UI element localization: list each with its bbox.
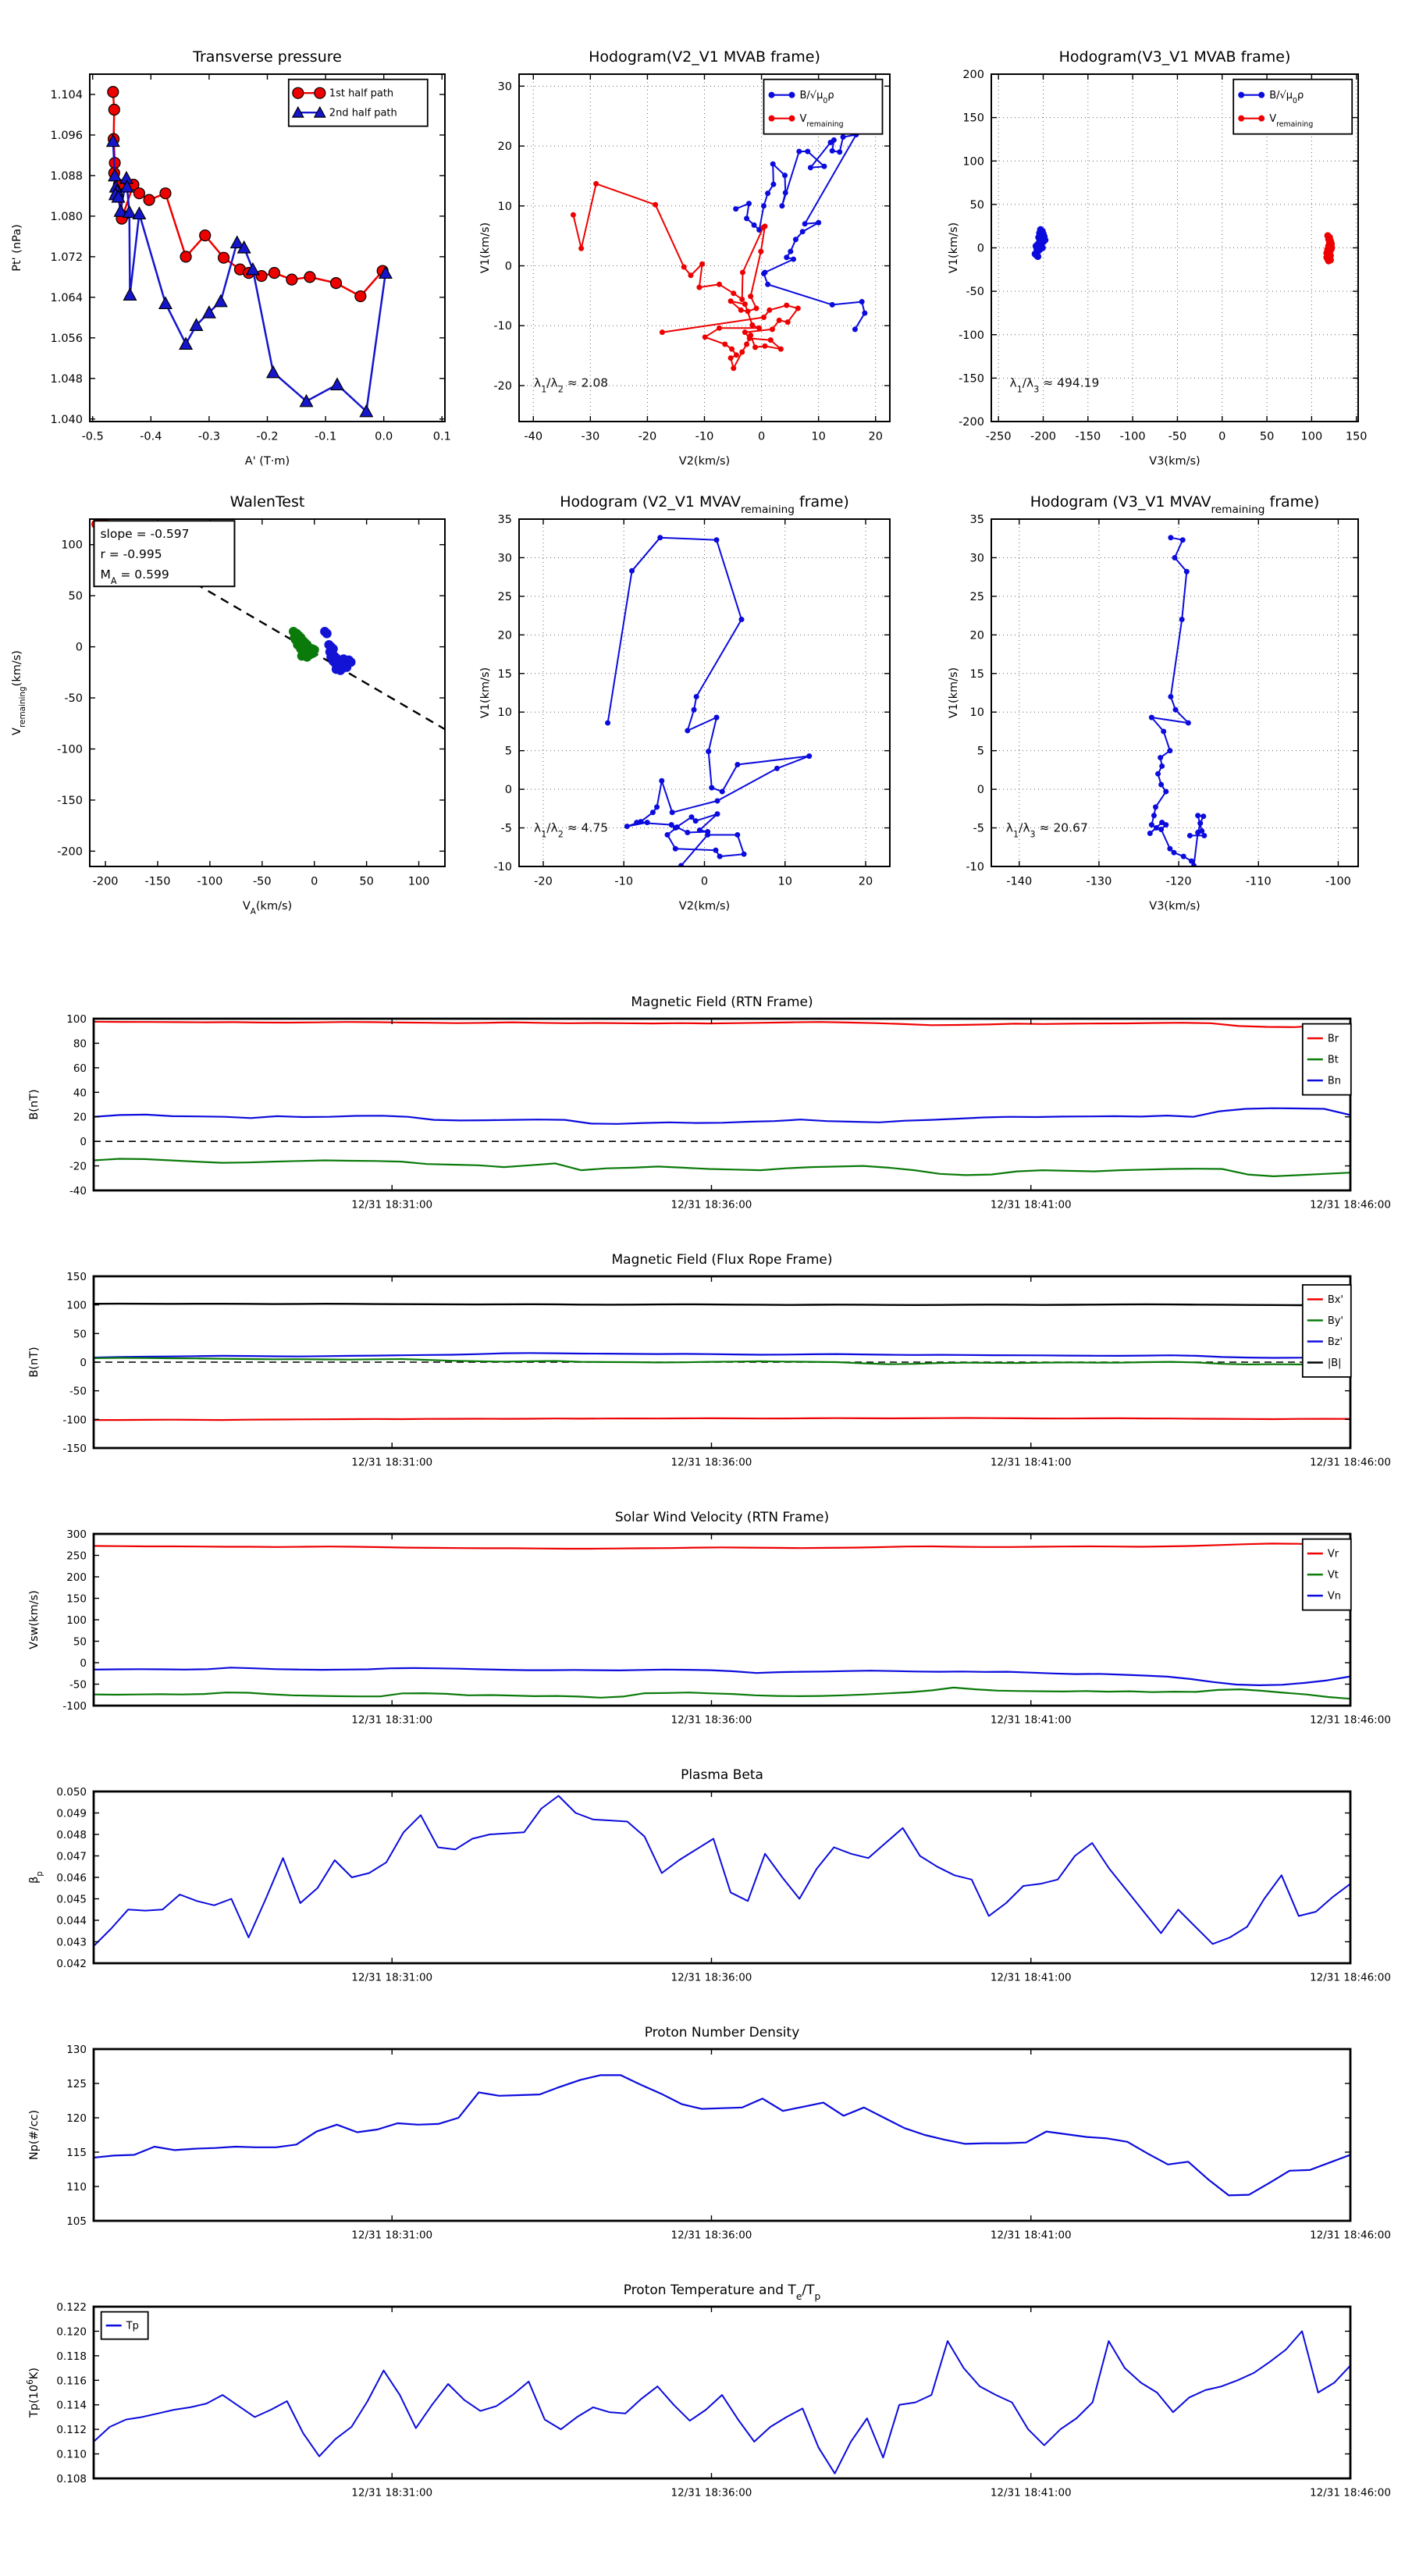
svg-text:0.116: 0.116 bbox=[56, 2375, 87, 2388]
svg-text:5: 5 bbox=[976, 745, 984, 758]
svg-text:12/31 18:36:00: 12/31 18:36:00 bbox=[670, 1713, 752, 1727]
svg-text:20: 20 bbox=[969, 629, 984, 642]
svg-text:0: 0 bbox=[311, 875, 318, 888]
svg-text:10: 10 bbox=[969, 706, 984, 720]
chart-hodogram-v2v1-mvab bbox=[468, 16, 937, 468]
svg-text:-50: -50 bbox=[64, 692, 83, 706]
svg-text:WalenTest: WalenTest bbox=[229, 493, 305, 511]
svg-text:-150: -150 bbox=[144, 875, 171, 888]
svg-text:-20: -20 bbox=[493, 379, 512, 393]
svg-text:0.114: 0.114 bbox=[56, 2399, 87, 2412]
svg-text:V3(km/s): V3(km/s) bbox=[1149, 455, 1200, 468]
svg-text:|B|: |B| bbox=[1327, 1357, 1342, 1369]
svg-text:150: 150 bbox=[66, 1271, 87, 1283]
svg-text:0.046: 0.046 bbox=[56, 1872, 87, 1884]
chart-transverse-pressure-canvas bbox=[0, 16, 468, 468]
svg-text:-200: -200 bbox=[92, 875, 119, 888]
svg-text:30: 30 bbox=[497, 80, 512, 94]
svg-text:-150: -150 bbox=[959, 372, 984, 386]
svg-text:1.064: 1.064 bbox=[50, 291, 83, 304]
svg-text:-100: -100 bbox=[197, 875, 223, 888]
svg-text:-20: -20 bbox=[534, 875, 553, 888]
svg-text:-150: -150 bbox=[1075, 430, 1101, 443]
svg-text:12/31 18:46:00: 12/31 18:46:00 bbox=[1310, 1971, 1391, 1984]
svg-text:0: 0 bbox=[80, 1357, 87, 1369]
svg-text:30: 30 bbox=[969, 552, 984, 565]
svg-text:12/31 18:46:00: 12/31 18:46:00 bbox=[1310, 1456, 1391, 1469]
svg-text:1.056: 1.056 bbox=[50, 332, 83, 345]
svg-text:12/31 18:36:00: 12/31 18:36:00 bbox=[670, 2229, 752, 2242]
svg-text:12/31 18:36:00: 12/31 18:36:00 bbox=[670, 2486, 752, 2500]
svg-text:100: 100 bbox=[66, 1013, 87, 1026]
svg-text:1.096: 1.096 bbox=[50, 129, 83, 142]
svg-text:slope = -0.597: slope = -0.597 bbox=[100, 527, 190, 542]
svg-text:0.042: 0.042 bbox=[56, 1958, 87, 1970]
svg-text:-10: -10 bbox=[695, 430, 714, 443]
svg-text:Hodogram (V3_V1 MVAVremaining: Hodogram (V3_V1 $MVAV_{remaining}$ frame) bbox=[1030, 493, 1320, 516]
svg-text:0: 0 bbox=[700, 875, 709, 888]
svg-text:20: 20 bbox=[868, 430, 883, 443]
svg-text:0: 0 bbox=[80, 1136, 87, 1149]
svg-text:50: 50 bbox=[969, 198, 984, 212]
svg-text:12/31 18:46:00: 12/31 18:46:00 bbox=[1310, 1713, 1391, 1727]
svg-text:12/31 18:41:00: 12/31 18:41:00 bbox=[990, 1971, 1072, 1984]
svg-text:20: 20 bbox=[73, 1111, 87, 1124]
svg-text:12/31 18:31:00: 12/31 18:31:00 bbox=[351, 2486, 433, 2500]
svg-text:-40: -40 bbox=[524, 430, 543, 443]
svg-text:10: 10 bbox=[497, 200, 512, 213]
svg-text:1.072: 1.072 bbox=[50, 251, 83, 264]
svg-text:Tp(106K): $Tp(10^6K)$ bbox=[26, 2368, 41, 2418]
svg-text:Hodogram (V2_V1 MVAVremaining: Hodogram (V2_V1 $MVAV_{remaining}$ frame) bbox=[560, 493, 849, 516]
svg-text:40: 40 bbox=[73, 1087, 87, 1100]
svg-text:-50: -50 bbox=[1168, 430, 1187, 443]
svg-text:50: 50 bbox=[73, 1328, 87, 1341]
svg-text:60: 60 bbox=[73, 1062, 87, 1075]
svg-text:0.1: 0.1 bbox=[432, 430, 451, 443]
svg-text:VA(km/s): $V_A(km/s)$ bbox=[242, 900, 293, 916]
svg-text:-200: -200 bbox=[959, 416, 984, 429]
svg-text:150: 150 bbox=[66, 1592, 87, 1606]
svg-text:-50: -50 bbox=[69, 1385, 87, 1398]
svg-text:V1(km/s): V1(km/s) bbox=[479, 222, 492, 274]
svg-text:-250: -250 bbox=[985, 430, 1012, 443]
chart-ts-proton-density-canvas bbox=[0, 2006, 1405, 2264]
chart-hodogram-v3v1-mvav-canvas bbox=[937, 468, 1405, 937]
chart-ts-proton-temperature bbox=[0, 2264, 1405, 2529]
chart-hodogram-v3v1-mvab bbox=[937, 16, 1405, 468]
svg-text:100: 100 bbox=[66, 1614, 87, 1627]
svg-text:Vremaining(km/s): $V_{remaining}(km/s)$ bbox=[11, 650, 27, 735]
svg-text:0.112: 0.112 bbox=[56, 2424, 87, 2437]
svg-text:12/31 18:41:00: 12/31 18:41:00 bbox=[990, 1456, 1072, 1469]
svg-text:1.080: 1.080 bbox=[50, 210, 83, 223]
svg-text:0.0: 0.0 bbox=[375, 430, 393, 443]
svg-text:130: 130 bbox=[66, 2044, 87, 2056]
svg-text:Np(#/cc): Np(#/cc) bbox=[28, 2109, 41, 2161]
svg-text:-30: -30 bbox=[581, 430, 600, 443]
svg-text:Proton Temperature and Te/Tp: Proton Temperature and $T_e/T_p$ bbox=[623, 2282, 821, 2302]
svg-text:-50: -50 bbox=[252, 875, 272, 888]
svg-text:-20: -20 bbox=[69, 1160, 87, 1173]
svg-text:0.049: 0.049 bbox=[56, 1807, 87, 1820]
svg-text:12/31 18:41:00: 12/31 18:41:00 bbox=[990, 1198, 1072, 1212]
svg-text:-110: -110 bbox=[1245, 875, 1272, 888]
svg-text:1.048: 1.048 bbox=[50, 372, 83, 386]
svg-text:15: 15 bbox=[497, 667, 512, 681]
svg-text:25: 25 bbox=[969, 590, 984, 603]
svg-text:-10: -10 bbox=[614, 875, 634, 888]
svg-text:-100: -100 bbox=[62, 1414, 87, 1427]
svg-text:200: 200 bbox=[66, 1571, 87, 1584]
svg-text:110: 110 bbox=[66, 2181, 87, 2194]
svg-text:-40: -40 bbox=[69, 1185, 87, 1197]
chart-ts-bfield-fluxrope-canvas bbox=[0, 1233, 1405, 1491]
svg-text:Hodogram(V2_V1 MVAB frame): Hodogram(V2_V1 MVAB frame) bbox=[589, 48, 820, 66]
svg-text:100: 100 bbox=[1300, 430, 1323, 443]
svg-text:Hodogram(V3_V1 MVAB frame): Hodogram(V3_V1 MVAB frame) bbox=[1058, 48, 1291, 66]
svg-text:Pt' (nPa): Pt' (nPa) bbox=[11, 224, 23, 272]
svg-text:1.088: 1.088 bbox=[50, 169, 83, 183]
chart-walen-test bbox=[0, 468, 468, 937]
svg-text:10: 10 bbox=[497, 706, 512, 720]
chart-ts-proton-density bbox=[0, 2006, 1405, 2264]
svg-text:-150: -150 bbox=[62, 1443, 87, 1455]
svg-text:12/31 18:36:00: 12/31 18:36:00 bbox=[670, 1456, 752, 1469]
svg-text:15: 15 bbox=[969, 667, 984, 681]
chart-ts-plasma-beta-canvas bbox=[0, 1749, 1405, 2006]
svg-text:r = -0.995: r = -0.995 bbox=[100, 547, 162, 562]
chart-ts-bfield-rtn-canvas bbox=[0, 976, 1405, 1233]
svg-text:Proton Number Density: Proton Number Density bbox=[644, 2025, 800, 2041]
svg-text:-50: -50 bbox=[69, 1678, 87, 1692]
svg-text:-0.5: -0.5 bbox=[81, 430, 104, 443]
svg-text:0: 0 bbox=[504, 260, 512, 273]
svg-text:12/31 18:31:00: 12/31 18:31:00 bbox=[351, 1971, 433, 1984]
svg-text:0.044: 0.044 bbox=[56, 1915, 87, 1927]
svg-text:Magnetic Field (RTN Frame): Magnetic Field (RTN Frame) bbox=[631, 994, 813, 1010]
svg-text:-140: -140 bbox=[1006, 875, 1033, 888]
svg-text:A' (T·m): A' (T·m) bbox=[244, 455, 290, 468]
chart-hodogram-v2v1-mvab-canvas bbox=[468, 16, 937, 468]
svg-text:35: 35 bbox=[969, 514, 984, 526]
svg-text:Magnetic Field (Flux Rope Fram: Magnetic Field (Flux Rope Frame) bbox=[611, 1252, 833, 1268]
svg-text:-0.1: -0.1 bbox=[314, 430, 337, 443]
svg-text:50: 50 bbox=[359, 875, 374, 888]
chart-ts-bfield-rtn bbox=[0, 976, 1405, 1233]
svg-text:30: 30 bbox=[497, 552, 512, 565]
svg-text:-10: -10 bbox=[493, 320, 512, 333]
svg-text:35: 35 bbox=[497, 514, 512, 526]
chart-ts-velocity-rtn bbox=[0, 1491, 1405, 1749]
svg-text:0: 0 bbox=[976, 784, 984, 797]
svg-text:0.048: 0.048 bbox=[56, 1829, 87, 1841]
svg-text:Vremaining: $V_{remaining}$ bbox=[1269, 113, 1314, 129]
svg-text:0: 0 bbox=[504, 784, 512, 797]
svg-text:-10: -10 bbox=[966, 861, 984, 873]
svg-text:50: 50 bbox=[73, 1635, 87, 1649]
svg-text:12/31 18:41:00: 12/31 18:41:00 bbox=[990, 2486, 1072, 2500]
svg-text:B/√μ0ρ: $B/√\mu_0\rho$ bbox=[1269, 90, 1304, 105]
svg-text:2nd half path: 2nd half path bbox=[329, 107, 397, 119]
chart-hodogram-v2v1-mvav-canvas bbox=[468, 468, 937, 937]
svg-text:150: 150 bbox=[1345, 430, 1368, 443]
svg-text:λ1/λ3 ≈ 20.67: $\lambda_1/\lambda_3 \approx 20.67$ bbox=[1005, 820, 1088, 839]
svg-text:0.108: 0.108 bbox=[56, 2473, 87, 2485]
svg-text:12/31 18:36:00: 12/31 18:36:00 bbox=[670, 1198, 752, 1212]
svg-text:0.122: 0.122 bbox=[56, 2301, 87, 2314]
svg-text:Br: Br bbox=[1327, 1033, 1339, 1045]
svg-text:-120: -120 bbox=[1165, 875, 1192, 888]
svg-text:Plasma Beta: Plasma Beta bbox=[681, 1767, 763, 1783]
svg-text:-100: -100 bbox=[57, 743, 83, 756]
svg-text:-200: -200 bbox=[1030, 430, 1056, 443]
svg-text:Solar Wind Velocity (RTN Frame: Solar Wind Velocity (RTN Frame) bbox=[614, 1510, 830, 1525]
svg-text:0.050: 0.050 bbox=[56, 1786, 87, 1799]
svg-text:Bt: Bt bbox=[1327, 1054, 1339, 1066]
svg-text:V3(km/s): V3(km/s) bbox=[1149, 900, 1200, 913]
chart-ts-plasma-beta bbox=[0, 1749, 1405, 2006]
svg-text:25: 25 bbox=[497, 590, 512, 603]
svg-text:V1(km/s): V1(km/s) bbox=[948, 222, 960, 274]
svg-text:V1(km/s): V1(km/s) bbox=[479, 667, 492, 719]
chart-ts-bfield-fluxrope bbox=[0, 1233, 1405, 1491]
svg-text:Vremaining: $V_{remaining}$ bbox=[799, 113, 844, 129]
svg-text:0.043: 0.043 bbox=[56, 1936, 87, 1949]
svg-text:βp: $\beta_p$ bbox=[28, 1871, 44, 1884]
svg-text:Vsw(km/s): Vsw(km/s) bbox=[28, 1590, 41, 1649]
svg-text:0.047: 0.047 bbox=[56, 1850, 87, 1863]
svg-text:80: 80 bbox=[73, 1037, 87, 1051]
svg-text:-0.2: -0.2 bbox=[256, 430, 279, 443]
svg-text:λ1/λ2 ≈ 4.75: $\lambda_1/\lambda_2 \approx 4.75$ bbox=[534, 820, 609, 839]
svg-text:0.118: 0.118 bbox=[56, 2350, 87, 2363]
svg-text:12/31 18:46:00: 12/31 18:46:00 bbox=[1310, 2486, 1391, 2500]
svg-text:20: 20 bbox=[497, 141, 512, 154]
svg-text:200: 200 bbox=[962, 69, 984, 81]
svg-text:B(nT): B(nT) bbox=[28, 1347, 41, 1378]
svg-text:-5: -5 bbox=[500, 822, 512, 835]
svg-text:-100: -100 bbox=[62, 1700, 87, 1713]
svg-text:V2(km/s): V2(km/s) bbox=[678, 455, 731, 468]
svg-text:0: 0 bbox=[976, 242, 984, 255]
svg-text:V2(km/s): V2(km/s) bbox=[678, 900, 731, 913]
svg-text:λ1/λ2 ≈ 2.08: $\lambda_1/\lambda_2 \approx 2.08$ bbox=[534, 375, 609, 394]
svg-text:250: 250 bbox=[66, 1550, 87, 1563]
svg-text:20: 20 bbox=[497, 629, 512, 642]
svg-text:-100: -100 bbox=[959, 329, 984, 342]
svg-text:1.104: 1.104 bbox=[50, 88, 83, 101]
svg-text:300: 300 bbox=[66, 1528, 87, 1541]
svg-text:50: 50 bbox=[1259, 430, 1275, 443]
svg-text:12/31 18:31:00: 12/31 18:31:00 bbox=[351, 2229, 433, 2242]
svg-text:Vt: Vt bbox=[1327, 1569, 1339, 1582]
svg-text:λ1/λ3 ≈ 494.19: $\lambda_1/\lambda_3 \approx 494.19$ bbox=[1009, 375, 1100, 394]
svg-text:12/31 18:31:00: 12/31 18:31:00 bbox=[351, 1198, 433, 1212]
svg-text:Vr: Vr bbox=[1327, 1548, 1339, 1560]
svg-text:B/√μ0ρ: $B/√\mu_0\rho$ bbox=[799, 90, 834, 105]
chart-walen-test-canvas bbox=[0, 468, 468, 937]
svg-text:10: 10 bbox=[777, 875, 792, 888]
svg-text:1.040: 1.040 bbox=[50, 413, 83, 426]
svg-text:-100: -100 bbox=[1119, 430, 1146, 443]
chart-ts-velocity-rtn-canvas bbox=[0, 1491, 1405, 1749]
svg-text:150: 150 bbox=[962, 112, 984, 125]
svg-text:12/31 18:46:00: 12/31 18:46:00 bbox=[1310, 2229, 1391, 2242]
svg-text:12/31 18:41:00: 12/31 18:41:00 bbox=[990, 1713, 1072, 1727]
svg-text:20: 20 bbox=[858, 875, 873, 888]
svg-text:Bz': Bz' bbox=[1327, 1336, 1343, 1348]
svg-text:10: 10 bbox=[811, 430, 826, 443]
chart-hodogram-v2v1-mvav bbox=[468, 468, 937, 937]
svg-text:By': By' bbox=[1327, 1315, 1344, 1327]
svg-text:Bn: Bn bbox=[1327, 1075, 1341, 1087]
svg-text:12/31 18:31:00: 12/31 18:31:00 bbox=[351, 1713, 433, 1727]
chart-hodogram-v3v1-mvab-canvas bbox=[937, 16, 1405, 468]
svg-text:5: 5 bbox=[504, 745, 512, 758]
svg-text:-20: -20 bbox=[638, 430, 657, 443]
svg-text:0.120: 0.120 bbox=[56, 2325, 87, 2339]
svg-text:V1(km/s): V1(km/s) bbox=[948, 667, 960, 719]
svg-text:-100: -100 bbox=[1325, 875, 1351, 888]
svg-text:125: 125 bbox=[66, 2078, 87, 2090]
svg-text:0: 0 bbox=[757, 430, 766, 443]
svg-text:105: 105 bbox=[66, 2215, 87, 2228]
svg-text:Transverse pressure: Transverse pressure bbox=[193, 48, 342, 66]
svg-text:100: 100 bbox=[962, 155, 984, 169]
svg-text:-150: -150 bbox=[57, 794, 83, 807]
svg-text:-5: -5 bbox=[973, 822, 984, 835]
svg-text:100: 100 bbox=[61, 539, 83, 552]
svg-text:MA = 0.599: $M_A = 0.599$ bbox=[100, 568, 169, 586]
svg-text:12/31 18:46:00: 12/31 18:46:00 bbox=[1310, 1198, 1391, 1212]
svg-text:0.045: 0.045 bbox=[56, 1893, 87, 1906]
svg-text:-0.4: -0.4 bbox=[140, 430, 162, 443]
svg-text:1st half path: 1st half path bbox=[329, 87, 394, 100]
svg-text:B(nT): B(nT) bbox=[28, 1089, 41, 1120]
svg-text:0: 0 bbox=[75, 641, 83, 654]
svg-text:120: 120 bbox=[66, 2112, 87, 2125]
svg-text:Bx': Bx' bbox=[1327, 1294, 1344, 1306]
svg-text:115: 115 bbox=[66, 2147, 87, 2159]
svg-text:-10: -10 bbox=[493, 861, 512, 873]
svg-text:0: 0 bbox=[1218, 430, 1226, 443]
chart-hodogram-v3v1-mvav bbox=[937, 468, 1405, 937]
svg-text:12/31 18:36:00: 12/31 18:36:00 bbox=[670, 1971, 752, 1984]
svg-text:-130: -130 bbox=[1086, 875, 1112, 888]
svg-text:0: 0 bbox=[80, 1657, 87, 1670]
svg-text:50: 50 bbox=[68, 590, 83, 603]
svg-text:-200: -200 bbox=[57, 845, 83, 859]
chart-ts-proton-temperature-canvas bbox=[0, 2264, 1405, 2529]
svg-text:-50: -50 bbox=[966, 286, 984, 299]
svg-text:-0.3: -0.3 bbox=[197, 430, 221, 443]
svg-text:0.110: 0.110 bbox=[56, 2448, 87, 2461]
svg-text:12/31 18:41:00: 12/31 18:41:00 bbox=[990, 2229, 1072, 2242]
svg-text:Tp: Tp bbox=[126, 2320, 139, 2332]
svg-text:12/31 18:31:00: 12/31 18:31:00 bbox=[351, 1456, 433, 1469]
svg-text:100: 100 bbox=[66, 1299, 87, 1312]
svg-text:100: 100 bbox=[407, 875, 430, 888]
svg-text:Vn: Vn bbox=[1327, 1590, 1341, 1603]
chart-transverse-pressure bbox=[0, 16, 468, 468]
